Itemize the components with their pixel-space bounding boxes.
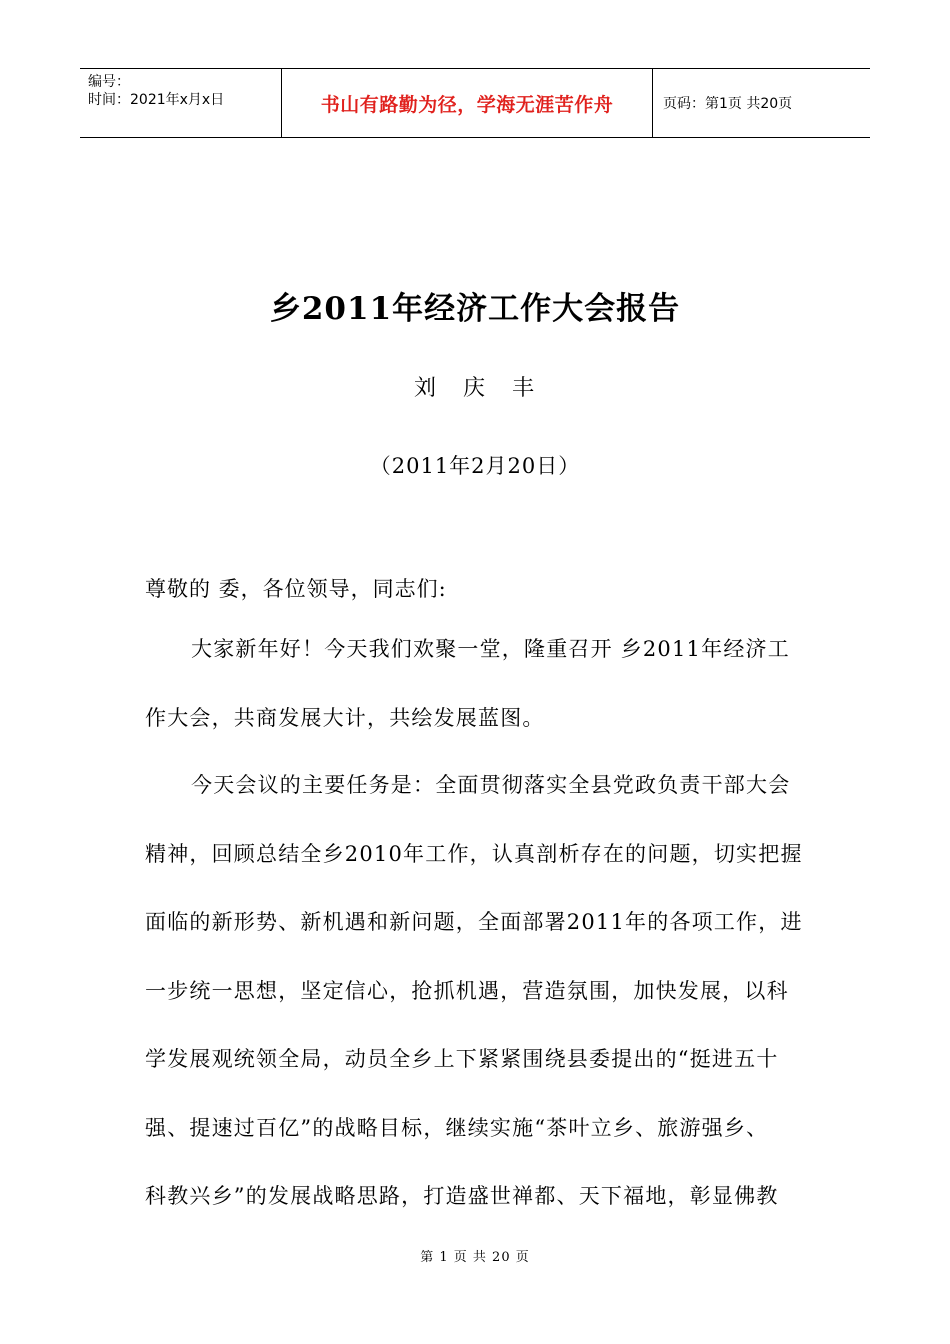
number-label: 编号： [88, 74, 130, 90]
document-header [80, 68, 870, 138]
document-title: 乡2011年经济工作大会报告 [269, 291, 681, 327]
paragraph-line: 科教兴乡”的发展战略思路，打造盛世禅都、天下福地，彰显佛教 [145, 1184, 779, 1208]
page-footer: 第 1 页 共 20 页 [420, 1250, 530, 1265]
paragraph-line: 大家新年好！今天我们欢聚一堂，隆重召开 乡2011年经济工 [191, 637, 790, 661]
time-label: 时间：2021年x月x日 [88, 92, 225, 108]
document-date: （2011年2月20日） [369, 454, 581, 478]
paragraph-line: 一步统一思想，坚定信心，抢抓机遇，营造氛围，加快发展，以科 [145, 978, 789, 1003]
paragraph-line: 精神，回顾总结全乡2010年工作，认真剖析存在的问题，切实把握 [145, 841, 803, 866]
paragraph-line: 今天会议的主要任务是：全面贯彻落实全县党政负责干部大会 [191, 773, 791, 797]
paragraph-line: 强、提速过百亿”的战略目标，继续实施“茶叶立乡、旅游强乡、 [145, 1115, 769, 1140]
header-meta [80, 69, 281, 137]
header-page-label: 页码：第1页 共20页 [663, 96, 793, 112]
paragraph-1 [145, 634, 815, 771]
header-motto: 书山有路勤为径，学海无涯苦作舟 [281, 69, 653, 137]
salutation: 尊敬的 委，各位领导，同志们: [145, 577, 447, 601]
paragraph-2 [145, 770, 815, 1250]
document-author: 刘 庆 丰 [414, 376, 536, 401]
paragraph-line: 面临的新形势、新机遇和新问题，全面部署2011年的各项工作，进 [145, 910, 803, 934]
paragraph-line: 作大会，共商发展大计，共绘发展蓝图。 [145, 705, 545, 730]
paragraph-line: 学发展观统领全局，动员全乡上下紧紧围绕县委提出的“挺进五十 [145, 1047, 779, 1071]
